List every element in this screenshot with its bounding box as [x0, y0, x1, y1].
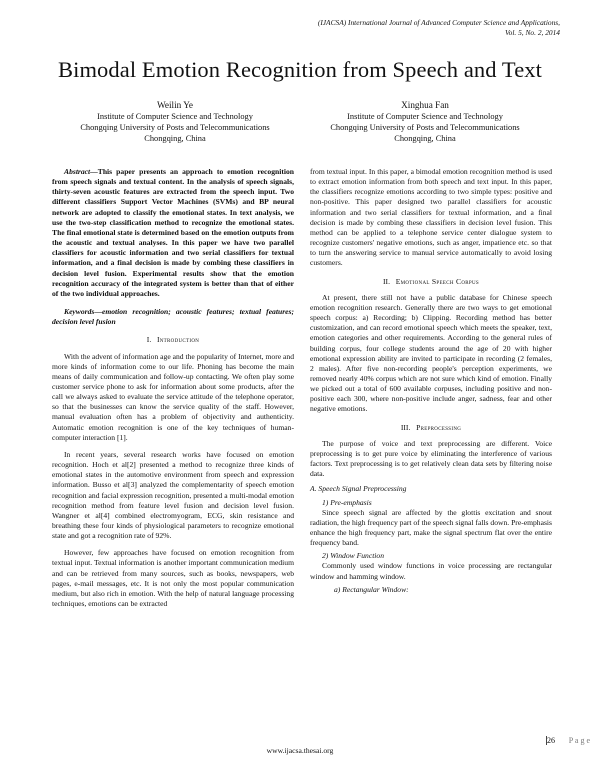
- page-number: 26: [547, 736, 555, 745]
- page-number-box: [546, 736, 558, 745]
- preemphasis-paragraph: Since speech signal are affected by the glottis excitation and snout radiation, the high frequency part of the speech signal falls down. Pre-emphasis enhance the high frequency part, make the signal spectrum flat over the entire frequency band.: [310, 507, 552, 548]
- intro-paragraph-3: However, few approaches have focused on emotion recognition from textual input. Textual information is another important communication medium and can be retrieved from many sources, such as books, newspapers, web pages, e-mail messages, etc. It is not only the most popular communication medium, but also rich in emotion. With the help of natural language processing techniques, emotions can be extracted: [52, 548, 294, 609]
- author-block-2: [300, 99, 550, 144]
- section-number: III.: [400, 422, 411, 432]
- section-heading-corpus: [310, 277, 552, 287]
- preprocessing-paragraph: The purpose of voice and text preprocessing are different. Voice preprocessing is to get pure voice by eliminating the interference of various factors. Text preprocessing is to get relatively clean data sets by filtering noise data.: [310, 438, 552, 479]
- left-column: [52, 167, 294, 609]
- intro-paragraph-2: In recent years, several research works have focused on emotion recognition. Hoch et al[2] presented a method to recognize three kinds of emotional states in the automotive environment from speech and expression information. Busso et al[3] analyzed the complementarity of speech emotion recognition and facial expression recognition, presented a multi-modal emotion recognition method from feature level fusion and decision level fusion. Wangner et al[4] combined electromyogram, ECG, skin resistance and breathing these four kinds of physiological parameters to recognize emotional state and got a recognition rate of 92%.: [52, 449, 294, 541]
- window-paragraph: Commonly used window functions in voice processing are rectangular window and hamming window.: [310, 561, 552, 581]
- right-column: [310, 167, 552, 595]
- author-location: Chongqing, China: [394, 133, 456, 143]
- journal-volume: Vol. 5, No. 2, 2014: [504, 28, 560, 37]
- section-number: I.: [146, 335, 152, 345]
- subsubsubsection-heading-rectangular: a) Rectangular Window:: [334, 584, 409, 594]
- journal-header: [200, 18, 560, 38]
- paper-title: Bimodal Emotion Recognition from Speech and Text: [58, 57, 542, 82]
- author-location: Chongqing, China: [144, 133, 206, 143]
- section-heading-introduction: [52, 335, 294, 345]
- author-block-1: [50, 99, 300, 144]
- section-heading-preprocessing: [310, 423, 552, 433]
- corpus-paragraph: At present, there still not have a public database for Chinese speech emotion recognition research. Generally there are two ways to get emotional speech corpus: a) Recording; b) Clipping. Recording method has better customization, and can record emotional speech which meets the speaker, text, emotion categories and other requirements. According to the general rules of building corpus, four college students around the age of 20 with higher emotional expression ability are invited to participate in recording (2 females, 2 males). After five non-recording people's perception experiments, we removed nearly 40% corpus which are not sure which kind of emotion. Finally we picked out a total of 600 available corpuses, including positive and non-positive each 300, where non-positive include anger, sadness, fear and other negative emotions.: [310, 292, 552, 414]
- journal-name: (IJACSA) International Journal of Advanced Computer Science and Applications,: [317, 18, 560, 27]
- intro-paragraph-3-cont: from textual input. In this paper, a bimodal emotion recognition method is used to extract emotion information from both speech and text input. In this paper, the classifiers recognize emotions according to two simple types: positive and non-positive. This paper designed two parallel classifiers for acoustic information and two serial classifiers for textual information, and a final decision is made by combing these classifiers in decision level fusion. This method can be applied to a telephone service center dialogue system to recognize customers' negative emotions, such as anger, impatience etc. so that to turn the answering service to manual service automatically to avoid losing customers.: [310, 167, 552, 268]
- intro-paragraph-1: With the advent of information age and the popularity of Internet, more and more kinds of information come to our life. Phoning has become the main means of daily communication and follow-up contacting. We often play some customer service phone to ask for information about some products, after the call we always asked to evaluate the service attitude of the telephone operator, so that the businesses can know the service quality of the staff. However, manual evaluation often has a problem of objectivity and authenticity. Automatic emotion recognition is one of the key techniques of human-computer interaction [1].: [52, 351, 294, 442]
- author-dept: Institute of Computer Science and Technology: [347, 112, 503, 121]
- abstract-text: —This paper presents an approach to emotion recognition from speech signals and textual content. In the analysis of speech signals, thirty-seven acoustic features are extracted from the speech input. Two different classifiers Support Vector Machines (SVMs) and BP neural network are adopted to classify the emotional states. In text analysis, we use the two-step classification method to recognize the emotional states. The final emotional state is determined based on the emotion outputs from the acoustic and textual analyses. In this paper we have two parallel classifiers for acoustic information and two serial classifiers for textual information, and a final decision is made by combing these classifiers in decision level fusion. Experimental results show that the emotion recognition accuracy of the integrated system is better than that of either of the two individual approaches.: [52, 167, 294, 298]
- author-univ: Chongqing University of Posts and Telecommunications: [330, 122, 520, 132]
- section-title: Emotional Speech Corpus: [395, 276, 479, 286]
- section-title: Preprocessing: [416, 422, 462, 432]
- author-dept: Institute of Computer Science and Technology: [97, 112, 253, 121]
- page-label: [569, 736, 590, 745]
- journal-url: www.ijacsa.thesai.org: [266, 746, 334, 755]
- abstract: [52, 167, 294, 299]
- section-number: II.: [383, 276, 390, 286]
- section-title: Introduction: [156, 335, 200, 345]
- author-name: Weilin Ye: [156, 100, 193, 110]
- author-name: Xinghua Fan: [401, 100, 449, 110]
- keywords: Keywords—emotion recognition; acoustic features; textual features; decision level fusion: [52, 307, 294, 327]
- subsection-heading-speech: A. Speech Signal Preprocessing: [310, 484, 407, 494]
- page-label-text: P a g e: [568, 736, 590, 745]
- author-univ: Chongqing University of Posts and Telecommunications: [80, 122, 270, 132]
- subsubsection-heading-preemphasis: 1) Pre-emphasis: [322, 497, 372, 507]
- subsubsection-heading-window: 2) Window Function: [322, 551, 385, 561]
- abstract-lead: Abstract: [64, 167, 91, 176]
